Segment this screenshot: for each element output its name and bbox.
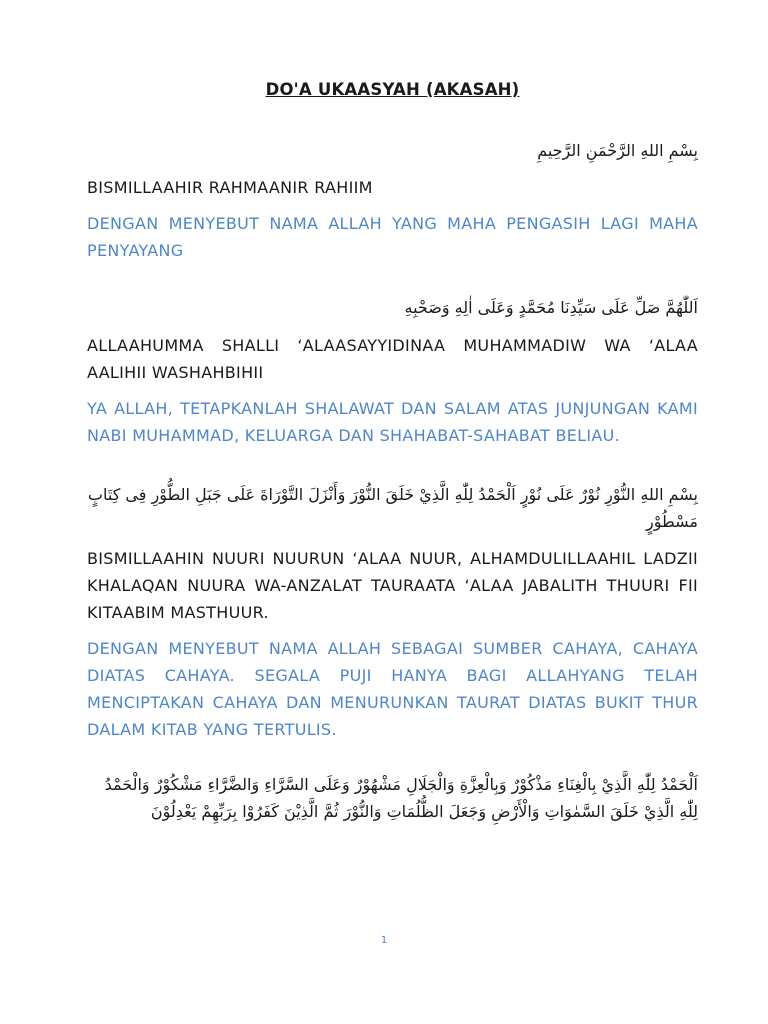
arabic-text: بِسْمِ اللهِ النُّوْرِ نُوْرٌ عَلَى نُوْرٍ اَلْحَمْدُ لِلّٰهِ الَّذِيْ خَلَقَ النُّوْرَ وَأَنْزَلَ التَّوْرَاةَ عَلَى جَبَلِ الطُّوْرِ فِى كِتَابٍ مَسْطُوْرٍ — [87, 485, 698, 531]
arabic-text: اَللّٰهُمَّ صَلِّ عَلَى سَيِّدِنَا مُحَمَّدٍ وَعَلَى اٰلِهِ وَصَحْبِهِ — [404, 298, 698, 317]
arabic-text: اَلْحَمْدُ لِلّٰهِ الَّذِيْ بِالْغِنَاءِ مَذْكُوْرٌ وَبِالْعِزَّةِ وَالْجَلَالِ مَشْهُوْرٌ وَعَلَى السَّرَّاءِ وَالضَّرَّاءِ مَشْكُوْرٌ وَالْحَمْدُ لِلّٰهِ الَّذِيْ خَلَقَ السَّمٰوَاتِ وَالْأَرْضِ وَجَعَلَ الظُّلُمَاتِ وَالنُّوْرَ ثُمَّ الَّذِيْنَ كَفَرُوْا بِرَبِّهِمْ يَعْدِلُوْنَ — [104, 775, 698, 821]
translation-text: YA ALLAH, TETAPKANLAH SHALAWAT DAN SALAM ATAS JUNJUNGAN KAMI NABI MUHAMMAD, KELUARGA DAN SHAHABAT-SAHABAT BELIAU. — [87, 399, 698, 445]
section-3 — [87, 481, 698, 743]
arabic-text: بِسْمِ اللهِ الرَّحْمَنِ الرَّحِيمِ — [537, 141, 698, 160]
section-1 — [87, 137, 698, 264]
translation-text: DENGAN MENYEBUT NAMA ALLAH YANG MAHA PENGASIH LAGI MAHA PENYAYANG — [87, 214, 698, 260]
page-number: 1 — [380, 935, 388, 946]
transliteration-text: ALLAAHUMMA SHALLI ‘ALAASAYYIDINAA MUHAMMADIW WA ‘ALAA AALIHII WASHAHBIHII — [87, 336, 698, 382]
translation-text: DENGAN MENYEBUT NAMA ALLAH SEBAGAI SUMBER CAHAYA, CAHAYA DIATAS CAHAYA. SEGALA PUJI HANYA BAGI ALLAHYANG TELAH MENCIPTAKAN CAHAYA DAN MENURUNKAN TAURAT DIATAS BUKIT THUR DALAM KITAB YANG TERTULIS. — [87, 639, 698, 739]
document-page — [87, 80, 698, 825]
section-2 — [87, 294, 698, 449]
transliteration-text: BISMILLAAHIN NUURI NUURUN ‘ALAA NUUR, ALHAMDULILLAAHIL LADZII KHALAQAN NUURA WA-ANZALAT TAURAATA ‘ALAA JABALITH THUURI FII KITAABIM MASTHUUR. — [87, 549, 698, 622]
section-4 — [87, 771, 698, 825]
transliteration-text: BISMILLAAHIR RAHMAANIR RAHIIM — [87, 178, 373, 197]
document-title: DO'A UKAASYAH (AKASAH) — [265, 80, 520, 99]
